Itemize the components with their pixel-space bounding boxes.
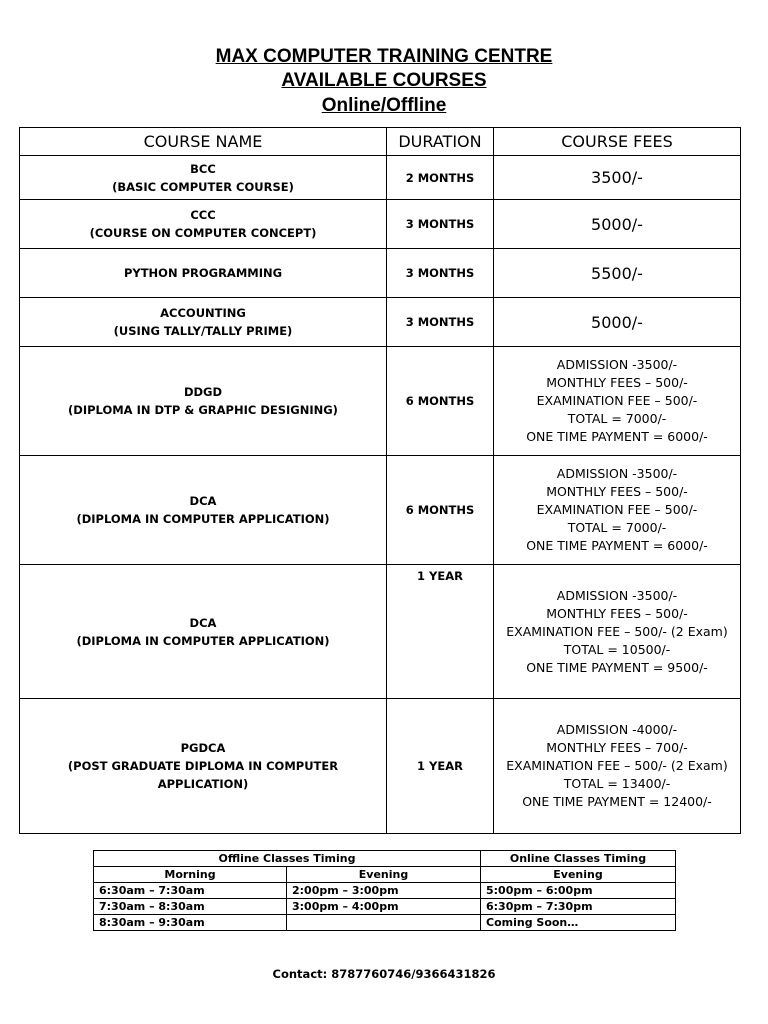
course-row (20, 565, 741, 699)
duration-header: DURATION (387, 128, 494, 156)
course-name-line: PGDCA (180, 741, 226, 755)
fee-line: ADMISSION -3500/- (556, 587, 678, 603)
course-name-line: PYTHON PROGRAMMING (123, 266, 283, 280)
course-fees-cell (494, 347, 741, 456)
course-name-line: (POST GRADUATE DIPLOMA IN COMPUTER (67, 759, 339, 773)
course-name-line: (DIPLOMA IN COMPUTER APPLICATION) (76, 633, 330, 648)
course-name-cell (20, 347, 387, 456)
course-fees-cell (494, 456, 741, 565)
evening-slot: 3:00pm – 4:00pm (287, 899, 481, 915)
course-row (20, 699, 741, 834)
fee-line: ONE TIME PAYMENT = 9500/- (526, 659, 708, 675)
course-name-line: DDGD (183, 385, 223, 399)
fee-line: 5000/- (591, 214, 643, 234)
duration-cell: 1 YEAR (387, 699, 494, 834)
course-fees-cell (494, 156, 741, 200)
duration-cell: 3 MONTHS (387, 249, 494, 298)
course-fees-cell (494, 699, 741, 834)
fee-line: EXAMINATION FEE – 500/- (2 Exam) (506, 623, 728, 639)
fee-line: TOTAL = 7000/- (567, 520, 667, 535)
course-name-line: DCA (189, 494, 217, 508)
course-row (20, 200, 741, 249)
morning-slot: 6:30am – 7:30am (94, 883, 287, 899)
fee-line: EXAMINATION FEE – 500/- (2 Exam) (506, 758, 728, 773)
course-name-line: APPLICATION) (157, 777, 249, 791)
course-row (20, 156, 741, 200)
morning-slot: 7:30am – 8:30am (94, 899, 287, 915)
course-row (20, 249, 741, 298)
online-slot: 6:30pm – 7:30pm (481, 899, 676, 915)
fee-line: MONTHLY FEES – 500/- (546, 484, 688, 499)
fee-line: 5500/- (591, 263, 643, 283)
timing-row (94, 915, 676, 931)
centre-title: MAX COMPUTER TRAINING CENTRE (215, 46, 553, 67)
course-name-cell (20, 156, 387, 200)
fee-line: MONTHLY FEES – 500/- (546, 375, 688, 390)
course-name-cell (20, 699, 387, 834)
timing-row (94, 883, 676, 899)
fee-line: ADMISSION -3500/- (556, 466, 678, 481)
online-evening-label: Evening (481, 867, 676, 883)
evening-slot (287, 915, 481, 931)
course-name-line: (BASIC COMPUTER COURSE) (112, 179, 294, 194)
course-fees-cell (494, 298, 741, 347)
fee-line: ADMISSION -4000/- (556, 722, 678, 737)
course-name-line: CCC (190, 208, 216, 222)
online-slot: Coming Soon… (481, 915, 676, 931)
course-name-cell (20, 565, 387, 699)
fee-line: 5000/- (591, 312, 643, 332)
fee-line: ADMISSION -3500/- (556, 357, 678, 372)
morning-label: Morning (94, 867, 287, 883)
course-name-line: DCA (189, 615, 217, 630)
fee-line: TOTAL = 10500/- (563, 641, 671, 657)
course-fees-cell (494, 249, 741, 298)
course-fees-cell (494, 200, 741, 249)
course-fees-cell (494, 565, 741, 699)
course-name-cell (20, 249, 387, 298)
duration-cell: 6 MONTHS (387, 456, 494, 565)
courses-table-header (20, 128, 741, 156)
course-name-header: COURSE NAME (20, 128, 387, 156)
courses-subtitle: AVAILABLE COURSES (281, 70, 487, 91)
course-name-line: (DIPLOMA IN DTP & GRAPHIC DESIGNING) (68, 403, 338, 417)
fee-line: ONE TIME PAYMENT = 6000/- (526, 538, 708, 553)
course-name-line: (DIPLOMA IN COMPUTER APPLICATION) (76, 512, 330, 526)
course-name-line: BCC (190, 161, 216, 176)
fee-line: EXAMINATION FEE – 500/- (536, 393, 698, 408)
online-slot: 5:00pm – 6:00pm (481, 883, 676, 899)
fee-line: ONE TIME PAYMENT = 6000/- (526, 429, 708, 444)
duration-cell: 3 MONTHS (387, 200, 494, 249)
fee-line: ONE TIME PAYMENT = 12400/- (522, 794, 712, 809)
duration-cell: 3 MONTHS (387, 298, 494, 347)
course-row (20, 298, 741, 347)
morning-slot: 8:30am – 9:30am (94, 915, 287, 931)
evening-slot: 2:00pm – 3:00pm (287, 883, 481, 899)
fee-line: TOTAL = 13400/- (563, 776, 671, 791)
fee-line: EXAMINATION FEE – 500/- (536, 502, 698, 517)
course-fees-header: COURSE FEES (494, 128, 741, 156)
fee-line: 3500/- (591, 168, 643, 187)
duration-cell: 6 MONTHS (387, 347, 494, 456)
online-timing-header: Online Classes Timing (481, 851, 676, 867)
course-row (20, 347, 741, 456)
courses-table (19, 127, 741, 834)
course-name-line: (COURSE ON COMPUTER CONCEPT) (89, 226, 317, 240)
course-name-cell (20, 298, 387, 347)
timing-table (93, 850, 676, 931)
course-name-cell (20, 200, 387, 249)
fee-line: MONTHLY FEES – 700/- (546, 740, 688, 755)
offline-timing-header: Offline Classes Timing (94, 851, 481, 867)
course-name-line: (USING TALLY/TALLY PRIME) (113, 324, 293, 338)
course-row (20, 456, 741, 565)
duration-cell: 2 MONTHS (387, 156, 494, 200)
fee-line: TOTAL = 7000/- (567, 411, 667, 426)
course-name-line: ACCOUNTING (160, 306, 246, 320)
contact-info: Contact: 8787760746/9366431826 (272, 967, 496, 981)
mode-subtitle: Online/Offline (321, 95, 447, 116)
fee-line: MONTHLY FEES – 500/- (546, 605, 688, 621)
evening-label: Evening (287, 867, 481, 883)
course-name-cell (20, 456, 387, 565)
duration-cell: 1 YEAR (387, 565, 494, 699)
timing-row (94, 899, 676, 915)
